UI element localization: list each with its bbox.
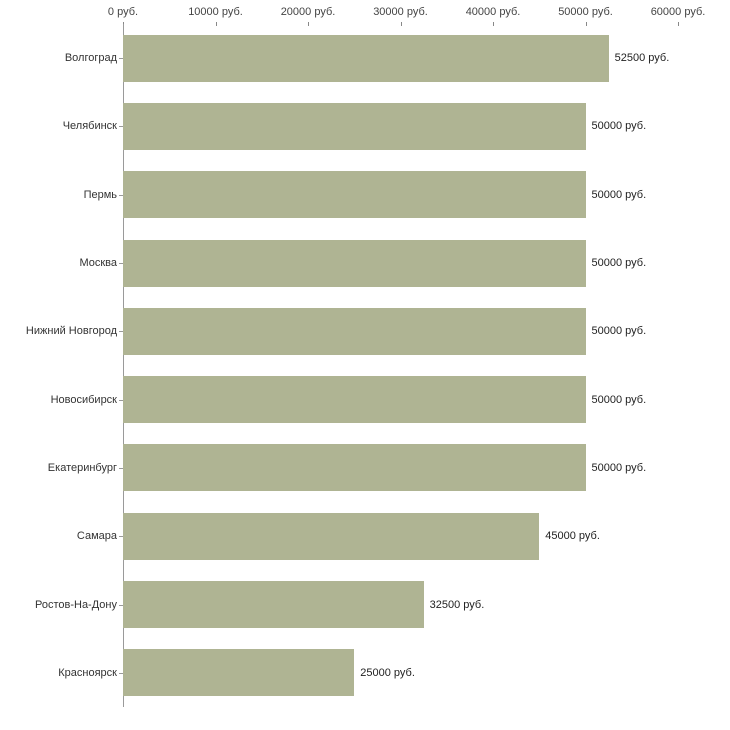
y-axis-tick-mark (119, 263, 123, 264)
x-axis-tick-label: 40000 руб. (465, 6, 521, 18)
bar[interactable] (123, 308, 586, 355)
x-axis-tick-mark (678, 22, 679, 26)
plot-area (123, 24, 678, 707)
bar-row (123, 92, 678, 160)
x-axis-tick-label: 0 руб. (107, 6, 139, 18)
y-axis-tick-mark (119, 195, 123, 196)
y-axis-tick-mark (119, 536, 123, 537)
bar[interactable] (123, 103, 586, 150)
bar-value-label: 50000 руб. (591, 461, 647, 474)
category-label: Новосибирск (50, 393, 117, 406)
bar-row (123, 229, 678, 297)
category-label: Красноярск (58, 666, 117, 679)
x-axis-tick-label: 60000 руб. (650, 6, 706, 18)
bar[interactable] (123, 649, 354, 696)
category-label: Челябинск (62, 120, 117, 133)
bar-row (123, 570, 678, 638)
bar[interactable] (123, 35, 609, 82)
x-axis-tick-label: 50000 руб. (558, 6, 613, 18)
bar[interactable] (123, 240, 586, 287)
x-axis-tick-label: 10000 руб. (188, 6, 243, 18)
category-label: Нижний Новгород (25, 325, 117, 338)
bar-row (123, 161, 678, 229)
bar-value-label: 45000 руб. (545, 530, 600, 543)
category-label: Пермь (83, 188, 117, 201)
x-axis-tick-label: 20000 руб. (280, 6, 336, 18)
bar-row (123, 366, 678, 434)
bar-value-label: 50000 руб. (591, 188, 647, 201)
x-axis-tick-label: 30000 руб. (373, 6, 428, 18)
bar[interactable] (123, 581, 424, 628)
y-axis-tick-mark (119, 605, 123, 606)
bar-value-label: 32500 руб. (429, 598, 485, 611)
y-axis-tick-mark (119, 58, 123, 59)
bar[interactable] (123, 513, 539, 560)
bar-row (123, 297, 678, 365)
category-label: Ростов-На-Дону (34, 598, 117, 611)
category-label: Екатеринбург (47, 461, 117, 474)
bar-value-label: 50000 руб. (591, 120, 647, 133)
bar-value-label: 50000 руб. (591, 257, 647, 270)
bar-row (123, 434, 678, 502)
x-axis-top (0, 0, 730, 24)
bar-row (123, 24, 678, 92)
category-label: Москва (79, 257, 117, 270)
category-label: Волгоград (64, 52, 117, 65)
bar[interactable] (123, 171, 586, 218)
bar[interactable] (123, 444, 586, 491)
y-axis-tick-mark (119, 126, 123, 127)
bar-row (123, 639, 678, 707)
bar[interactable] (123, 376, 586, 423)
category-label: Самара (76, 530, 117, 543)
y-axis-tick-mark (119, 400, 123, 401)
y-axis-tick-mark (119, 673, 123, 674)
bar-value-label: 25000 руб. (360, 666, 415, 679)
bar-value-label: 52500 руб. (614, 52, 670, 65)
y-axis-tick-mark (119, 331, 123, 332)
y-axis-tick-mark (119, 468, 123, 469)
bar-value-label: 50000 руб. (591, 393, 647, 406)
bar-row (123, 502, 678, 570)
bar-value-label: 50000 руб. (591, 325, 647, 338)
